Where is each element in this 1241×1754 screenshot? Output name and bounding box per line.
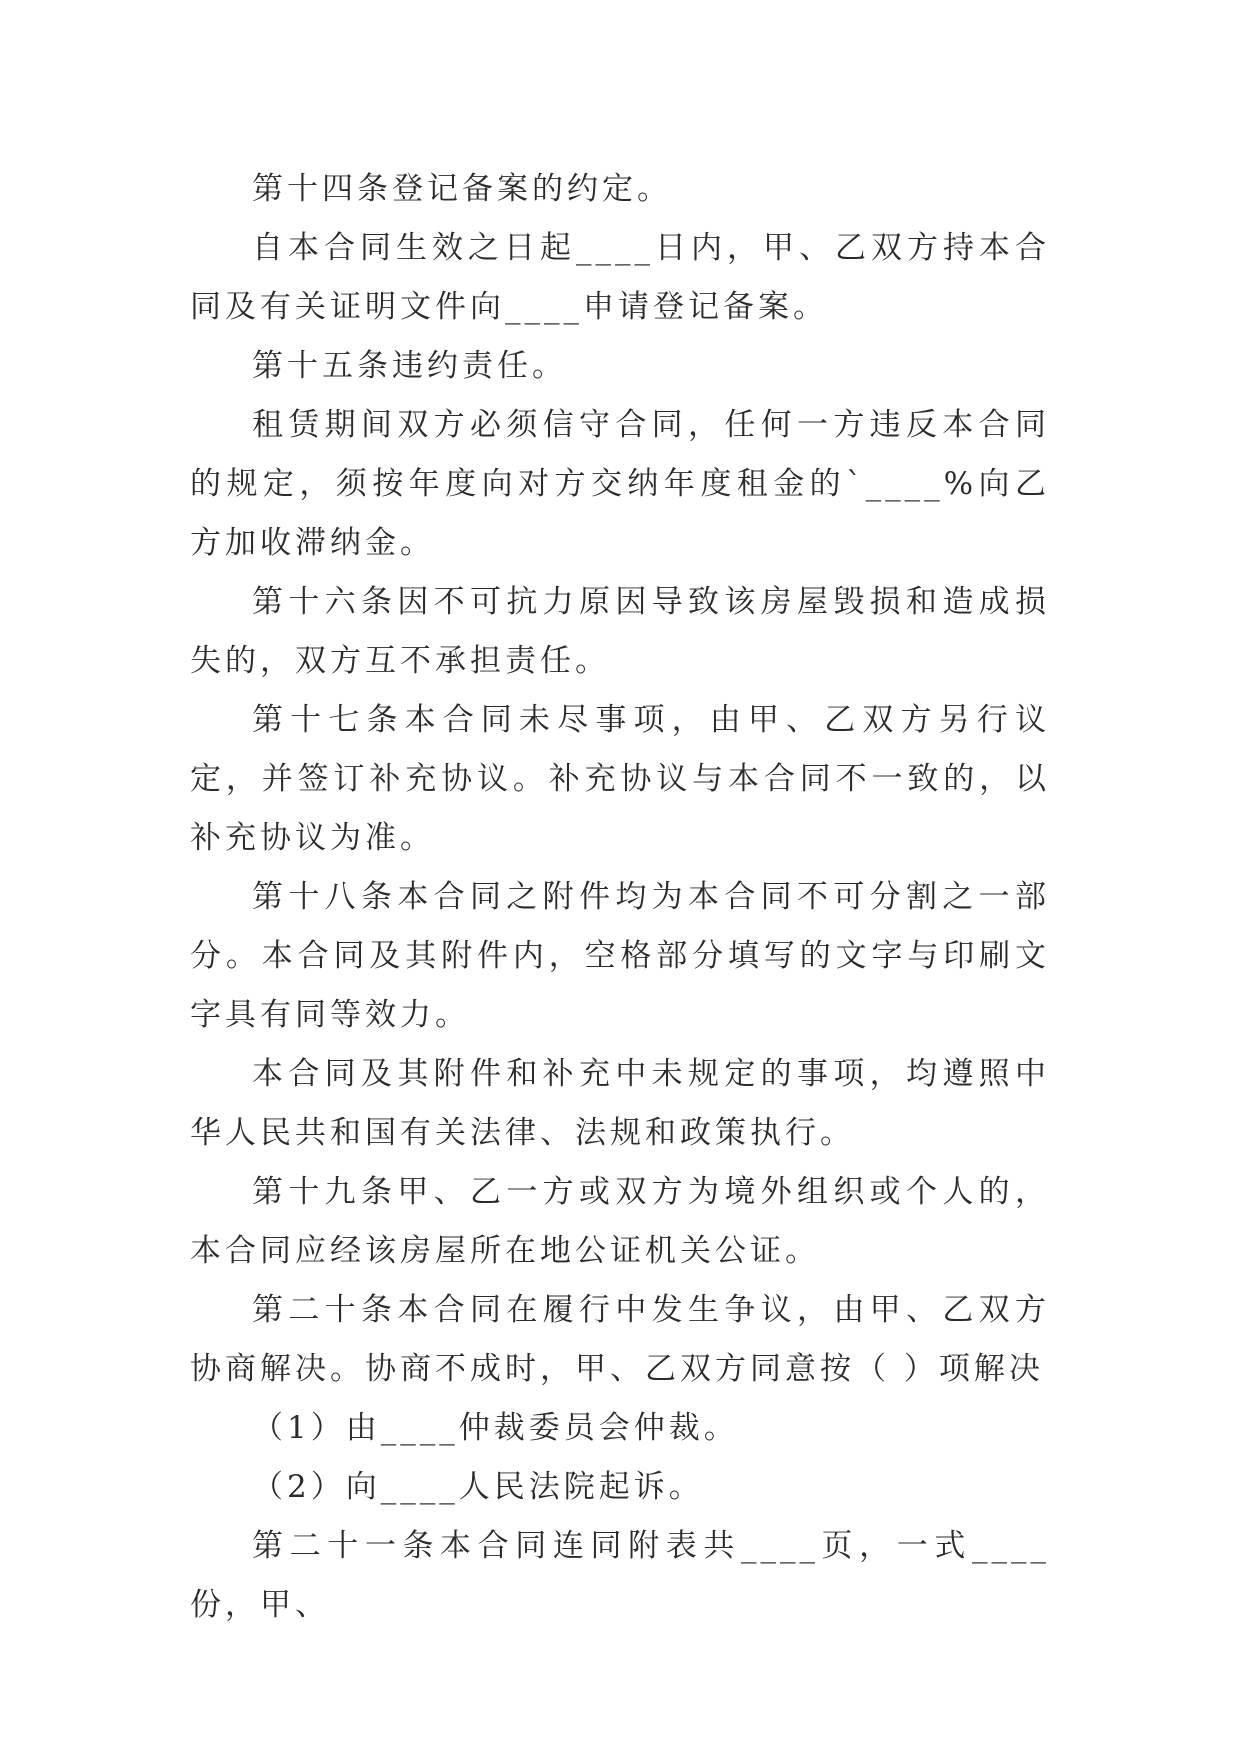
article-21: 第二十一条本合同连同附表共____页，一式____份，甲、	[190, 1528, 1050, 1623]
document-body	[190, 160, 1050, 1635]
article-18-supplement: 本合同及其附件和补充中未规定的事项，均遵照中华人民共和国有关法律、法规和政策执行。	[190, 1056, 1050, 1151]
article-16: 第十六条因不可抗力原因导致该房屋毁损和造成损失的，双方互不承担责任。	[190, 584, 1050, 679]
article-20-option-2: （2）向____人民法院起诉。	[252, 1469, 704, 1505]
article-14-heading: 第十四条登记备案的约定。	[252, 171, 672, 207]
article-19: 第十九条甲、乙一方或双方为境外组织或个人的，本合同应经该房屋所在地公证机关公证。	[190, 1174, 1050, 1269]
article-20-option-1: （1）由____仲裁委员会仲裁。	[252, 1410, 739, 1446]
article-20: 第二十条本合同在履行中发生争议，由甲、乙双方协商解决。协商不成时，甲、乙双方同意按（ ）项解决	[190, 1292, 1050, 1387]
article-15-heading: 第十五条违约责任。	[252, 348, 567, 384]
article-18: 第十八条本合同之附件均为本合同不可分割之一部分。本合同及其附件内，空格部分填写的文字与印刷文字具有同等效力。	[190, 879, 1050, 1033]
article-15-body: 租赁期间双方必须信守合同，任何一方违反本合同的规定，须按年度向对方交纳年度租金的`____%向乙方加收滞纳金。	[190, 407, 1050, 561]
article-14-body: 自本合同生效之日起____日内，甲、乙双方持本合同及有关证明文件向____申请登记备案。	[190, 230, 1050, 325]
article-17: 第十七条本合同未尽事项，由甲、乙双方另行议定，并签订补充协议。补充协议与本合同不一致的，以补充协议为准。	[190, 702, 1050, 856]
